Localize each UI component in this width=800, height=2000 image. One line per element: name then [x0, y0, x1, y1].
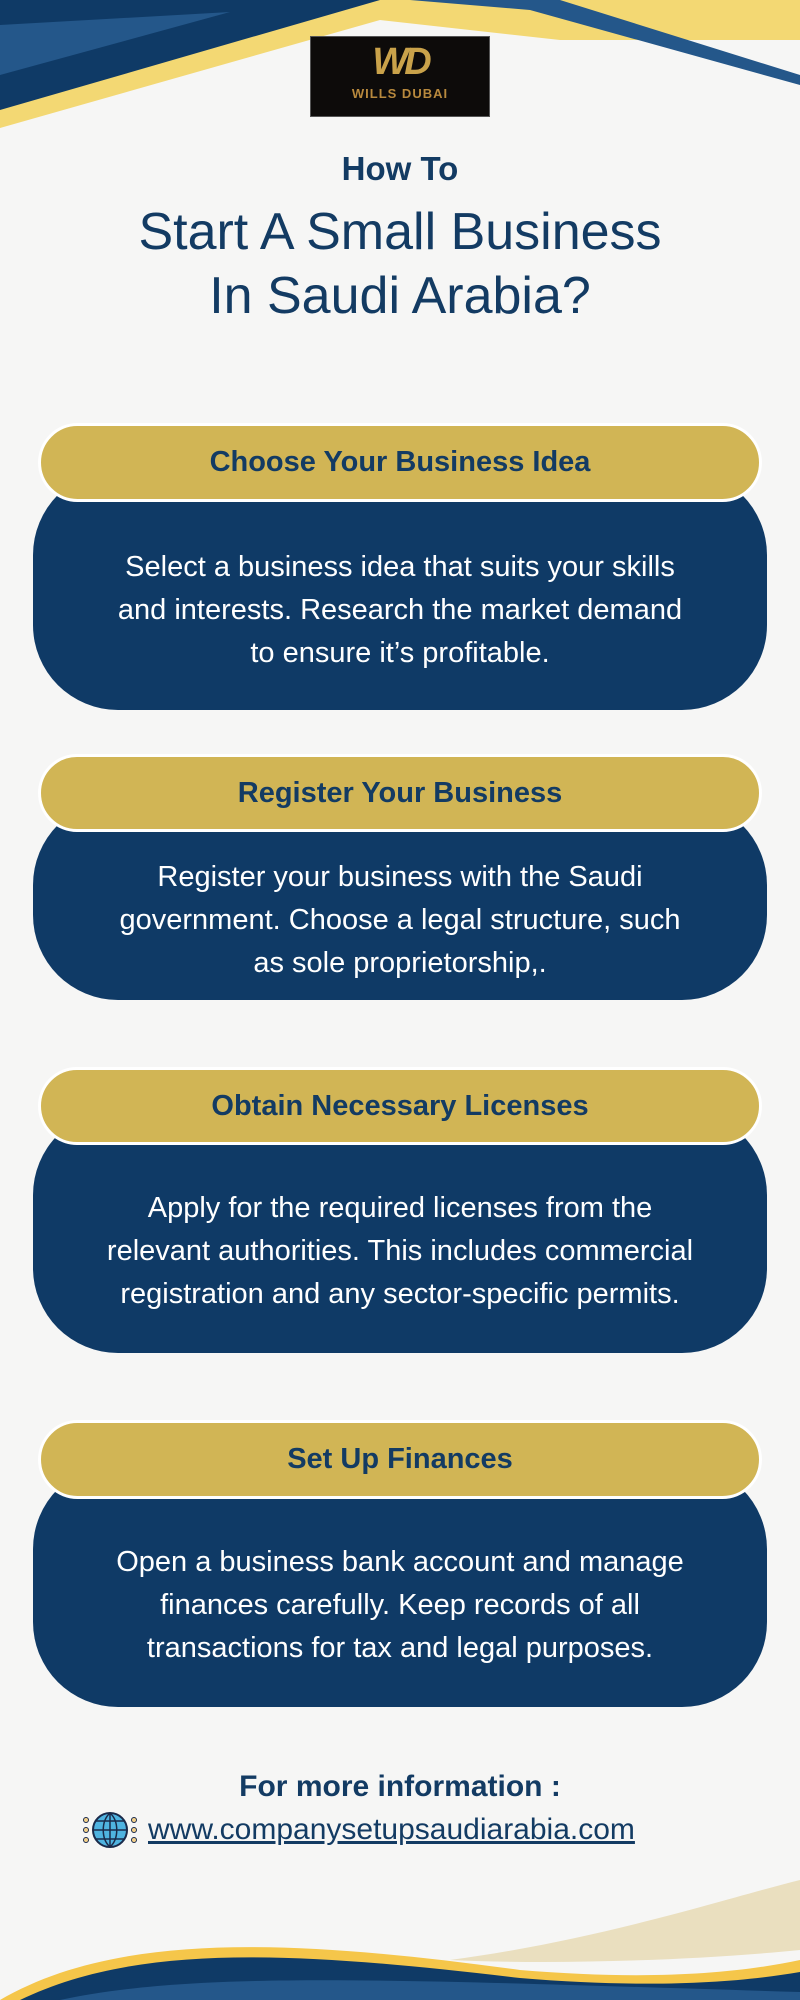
- pre-title: How To: [341, 150, 459, 187]
- wills-dubai-logo: [310, 36, 490, 117]
- step-2-body: Register your business with the Saudi government. Choose a legal structure, such as sole proprietorship,.: [33, 800, 767, 1000]
- globe-icon: [82, 1808, 138, 1852]
- step-2-title: Register Your Business: [38, 754, 762, 832]
- title-line-1: Start A Small Business: [138, 203, 662, 261]
- more-info-label: For more information :: [239, 1770, 561, 1803]
- logo-name: WILLS DUBAI: [351, 86, 449, 101]
- step-4-body: Open a business bank account and manage finances carefully. Keep records of all transactions for tax and legal purposes.: [33, 1464, 767, 1707]
- website-link[interactable]: www.companysetupsaudiarabia.com: [148, 1813, 635, 1846]
- bottom-decoration: [0, 1880, 800, 2000]
- title-line-2: In Saudi Arabia?: [209, 267, 591, 325]
- step-1-title: Choose Your Business Idea: [38, 423, 762, 502]
- step-1-body: Select a business idea that suits your skills and interests. Research the market demand to ensure it’s profitable.: [33, 470, 767, 710]
- logo-monogram: WD: [372, 41, 428, 83]
- step-4-title: Set Up Finances: [38, 1420, 762, 1499]
- step-3-body: Apply for the required licenses from the relevant authorities. This includes commercial registration and any sector-specific permits.: [33, 1110, 767, 1353]
- website-link-row: [82, 1808, 635, 1852]
- page-title: [0, 200, 800, 328]
- step-3-title: Obtain Necessary Licenses: [38, 1067, 762, 1145]
